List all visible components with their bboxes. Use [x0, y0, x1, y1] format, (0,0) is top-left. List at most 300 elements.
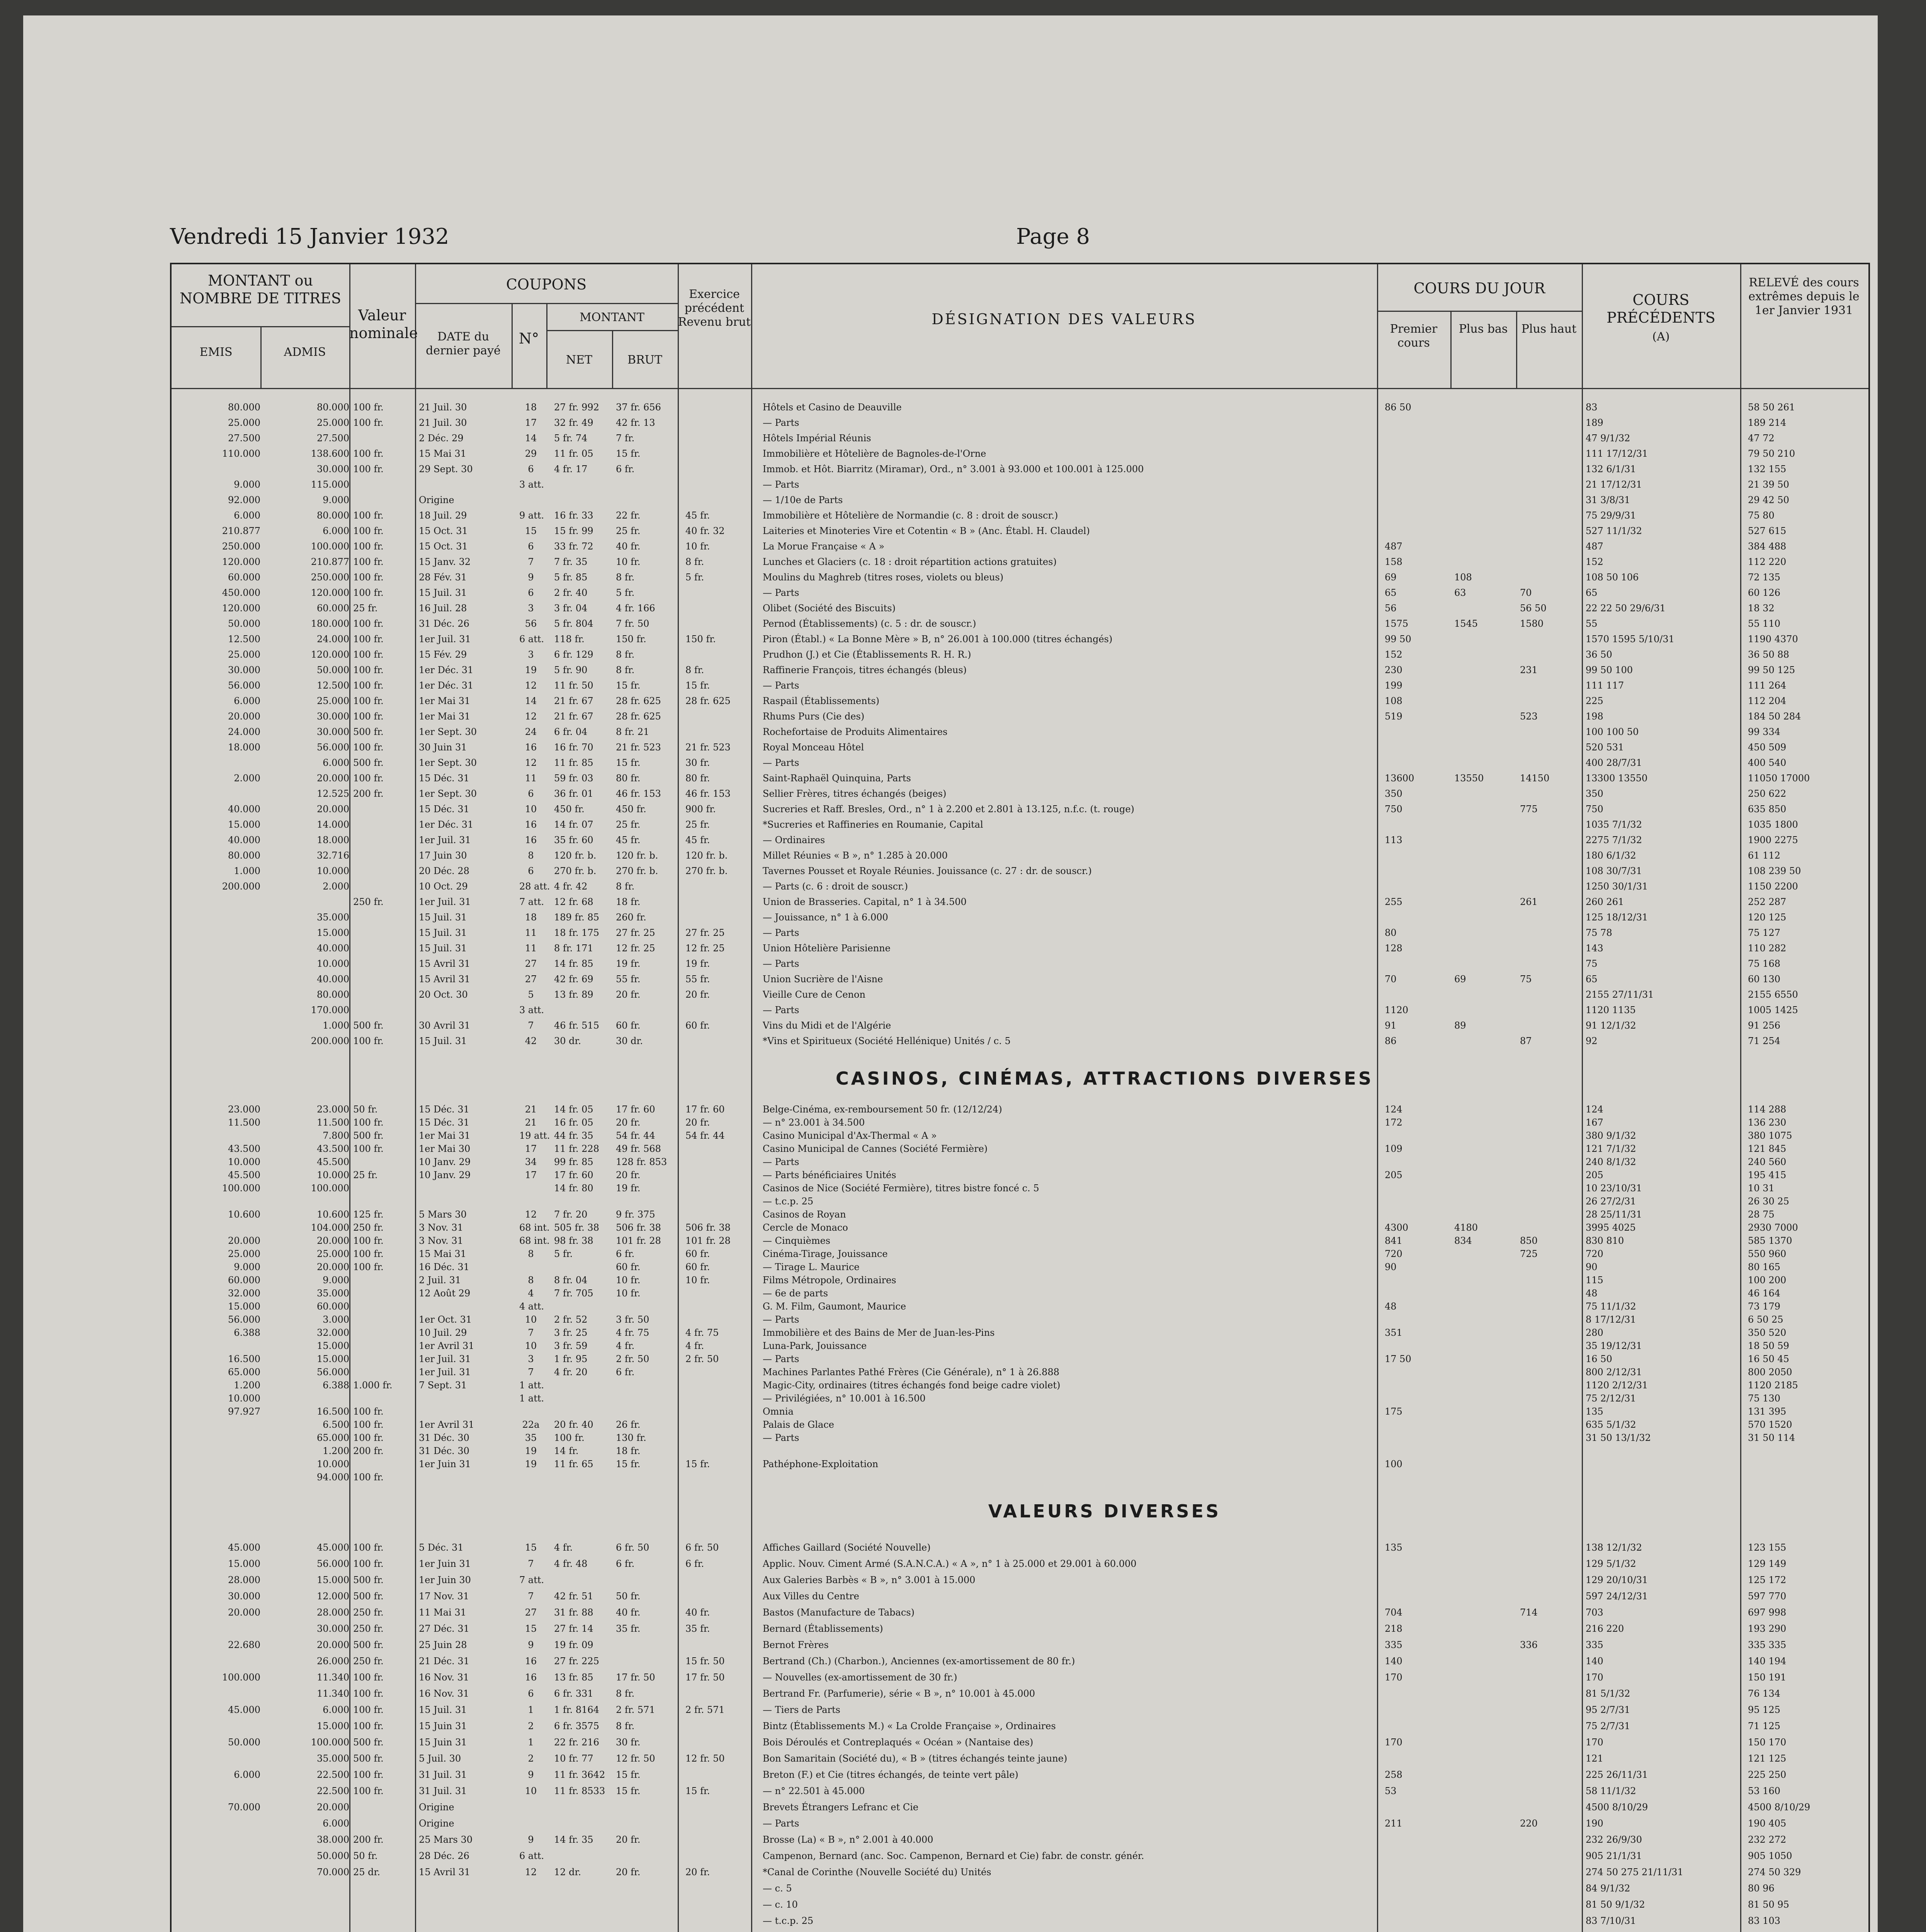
previous-price-cell: 81 5/1/32 [1586, 1688, 1630, 1699]
admis-cell: 15.000 [317, 1354, 349, 1364]
rows-diverses [172, 1539, 1868, 1932]
range-cell: 123 155 [1748, 1542, 1787, 1553]
coupon-number-cell: 22a [522, 1419, 540, 1430]
previous-price-cell: 135 [1586, 1406, 1603, 1417]
coupon-date-cell: 31 Déc. 30 [419, 1432, 469, 1443]
coupon-number-cell: 16 [525, 835, 537, 845]
admis-cell: 6.000 [323, 757, 349, 768]
table-row [172, 1274, 1868, 1287]
coupon-number-cell: 9 [528, 1769, 534, 1780]
admis-cell: 43.500 [317, 1143, 349, 1154]
coupon-brut-cell: 6 fr. 50 [616, 1542, 649, 1553]
coupon-number-cell: 10 [525, 1340, 537, 1351]
high-price-cell: 1580 [1520, 618, 1544, 629]
coupon-brut-cell: 8 fr. [616, 649, 635, 660]
admis-cell: 35.000 [317, 912, 349, 923]
designation-cell: Belge-Cinéma, ex-remboursement 50 fr. (12/12/24) [763, 1104, 1002, 1115]
previous-price-cell: 129 20/10/31 [1586, 1575, 1648, 1585]
designation-cell: — Parts bénéficiaires Unités [763, 1170, 896, 1180]
previous-price-cell: 75 78 [1586, 927, 1612, 938]
table-row [172, 1002, 1868, 1018]
previous-price-cell: 124 [1586, 1104, 1603, 1115]
range-cell: 232 272 [1748, 1834, 1787, 1845]
range-cell: 335 335 [1748, 1639, 1787, 1650]
range-cell: 635 850 [1748, 804, 1787, 815]
revenue-cell: 15 fr. 50 [685, 1656, 725, 1667]
coupon-date-cell: 31 Déc. 30 [419, 1446, 469, 1456]
previous-price-cell: 75 2/12/31 [1586, 1393, 1636, 1404]
first-price-cell: 211 [1385, 1818, 1402, 1829]
coupon-net-cell: 59 fr. 03 [554, 773, 593, 784]
range-cell: 71 125 [1748, 1721, 1780, 1731]
range-cell: 570 1520 [1748, 1419, 1792, 1430]
coupon-number-cell: 6 [528, 866, 534, 876]
previous-price-cell: 205 [1586, 1170, 1603, 1180]
coupon-net-cell: 15 fr. 99 [554, 526, 593, 536]
previous-price-cell: 121 7/1/32 [1586, 1143, 1636, 1154]
previous-price-cell: 90 [1586, 1262, 1598, 1272]
range-cell: 16 50 45 [1748, 1354, 1789, 1364]
previous-price-cell: 720 [1586, 1248, 1603, 1259]
designation-cell: — Parts [763, 958, 799, 969]
coupon-net-cell: 42 fr. 69 [554, 974, 593, 985]
coupon-date-cell: 1er Sept. 30 [419, 757, 477, 768]
previous-price-cell: 274 50 275 21/11/31 [1586, 1867, 1683, 1878]
designation-cell: Vins du Midi et de l'Algérie [763, 1020, 891, 1031]
range-cell: 121 845 [1748, 1143, 1787, 1154]
admis-cell: 40.000 [317, 943, 349, 954]
coupon-number-cell: 21 [525, 1104, 537, 1115]
previous-price-cell [1586, 1929, 1740, 1932]
coupon-date-cell: 21 Juil. 30 [419, 402, 467, 413]
range-cell: 2930 7000 [1748, 1222, 1798, 1233]
admis-cell: 200.000 [311, 1036, 349, 1046]
previous-price-cell: 83 7/10/31 [1586, 1915, 1636, 1926]
coupon-number-cell: 11 [525, 943, 537, 954]
coupon-number-cell: 12 [525, 757, 537, 768]
coupon-number-cell: 12 [525, 711, 537, 722]
range-cell: 195 415 [1748, 1170, 1787, 1180]
coupon-number-cell: 15 [525, 1542, 537, 1553]
table-row [172, 879, 1868, 894]
coupon-date-cell: 7 Sept. 31 [419, 1380, 467, 1391]
revenue-cell: 17 fr. 50 [685, 1672, 725, 1683]
coupon-date-cell: 31 Juil. 31 [419, 1786, 467, 1796]
first-price-cell: 108 [1385, 696, 1402, 706]
first-price-cell: 172 [1385, 1117, 1402, 1128]
table-row [172, 1896, 1868, 1913]
coupon-brut-cell: 4 fr. 166 [616, 603, 655, 614]
designation-cell: Pathéphone-Exploitation [763, 1459, 879, 1469]
range-cell: 905 1050 [1748, 1850, 1792, 1861]
previous-price-cell: 400 28/7/31 [1586, 757, 1642, 768]
previous-price-cell: 83 [1586, 402, 1598, 413]
table-row [172, 1287, 1868, 1300]
designation-cell: Bertrand Fr. (Parfumerie), série « B », n° 10.001 à 45.000 [763, 1688, 1035, 1699]
range-cell: 129 149 [1748, 1558, 1787, 1569]
coupon-date-cell: 15 Déc. 31 [419, 804, 469, 815]
coupon-number-cell: 6 [528, 587, 534, 598]
coupon-net-cell: 30 dr. [554, 1036, 581, 1046]
coupon-net-cell: 16 fr. 33 [554, 510, 593, 521]
admis-cell: 210.877 [311, 556, 349, 567]
admis-cell: 11.340 [317, 1688, 349, 1699]
previous-price-cell: 1120 1135 [1586, 1005, 1636, 1015]
coupon-date-cell: 1er Juil. 31 [419, 896, 471, 907]
nominal-cell: 500 fr. [353, 726, 384, 737]
coupon-brut-cell: 101 fr. 28 [616, 1235, 661, 1246]
designation-cell: — t.c.p. 25 [763, 1915, 814, 1926]
range-cell: 240 560 [1748, 1156, 1787, 1167]
coupon-date-cell: 17 Nov. 31 [419, 1591, 469, 1602]
previous-price-cell: 635 5/1/32 [1586, 1419, 1636, 1430]
admis-cell: 15.000 [317, 1340, 349, 1351]
revenue-cell: 150 fr. [685, 634, 716, 645]
coupon-net-cell: 4 fr. 20 [554, 1367, 588, 1378]
coupon-date-cell: 1er Juil. 31 [419, 634, 471, 645]
designation-cell: Immob. et Hôt. Biarritz (Miramar), Ord., n° 3.001 à 93.000 et 100.001 à 125.000 [763, 464, 1144, 474]
admis-cell: 7.800 [323, 1130, 349, 1141]
first-price-cell: 124 [1385, 1104, 1402, 1115]
designation-cell: Breton (F.) et Cie (titres échangés, de teinte vert pâle) [763, 1769, 1018, 1780]
table-row [172, 1444, 1868, 1458]
range-cell: 2155 6550 [1748, 989, 1798, 1000]
emis-cell: 30.000 [228, 665, 260, 675]
revenue-cell: 40 fr. [685, 1607, 710, 1618]
admis-cell: 94.000 [317, 1472, 349, 1483]
emis-cell: 45.000 [228, 1542, 260, 1553]
admis-cell: 70.000 [317, 1867, 349, 1878]
coupon-number-cell: 24 [525, 726, 537, 737]
emis-cell: 22.680 [228, 1639, 260, 1650]
previous-price-cell: 121 [1586, 1753, 1603, 1764]
coupon-date-cell: 30 Avril 31 [419, 1020, 471, 1031]
designation-cell: — c. 5 [763, 1883, 792, 1894]
first-price-cell: 86 [1385, 1036, 1397, 1046]
designation-cell: Bintz (Établissements M.) « La Crolde Française », Ordinaires [763, 1721, 1056, 1731]
high-price-cell: 70 [1520, 587, 1532, 598]
coupon-date-cell: 10 Janv. 29 [419, 1156, 471, 1167]
coupon-brut-cell: 19 fr. [616, 1183, 641, 1194]
coupon-net-cell: 21 fr. 67 [554, 696, 593, 706]
table-row [172, 1458, 1868, 1471]
first-price-cell: 230 [1385, 665, 1402, 675]
admis-cell: 32.716 [317, 850, 349, 861]
previous-price-cell: 216 220 [1586, 1623, 1624, 1634]
admis-cell: 1.200 [323, 1446, 349, 1456]
coupon-date-cell: 15 Oct. 31 [419, 541, 468, 552]
emis-cell: 28.000 [228, 1575, 260, 1585]
coupon-net-cell: 4 fr. [554, 1542, 573, 1553]
emis-cell: 250.000 [222, 541, 260, 552]
coupon-number-cell: 19 att. [519, 1130, 550, 1141]
coupon-brut-cell: 45 fr. [616, 835, 641, 845]
coupon-date-cell: 1er Juin 31 [419, 1459, 471, 1469]
first-price-cell: 1120 [1385, 1005, 1409, 1015]
table-row [172, 1103, 1868, 1116]
coupon-net-cell: 450 fr. [554, 804, 585, 815]
coupon-net-cell: 8 fr. 171 [554, 943, 593, 954]
coupon-date-cell: 15 Juil. 31 [419, 587, 467, 598]
range-cell: 1150 2200 [1748, 881, 1798, 892]
revenue-cell: 4 fr. [685, 1340, 704, 1351]
low-price-cell: 89 [1454, 1020, 1466, 1031]
table-row [172, 1142, 1868, 1155]
nominal-cell: 100 fr. [353, 402, 384, 413]
table-row [172, 817, 1868, 832]
coupon-brut-cell: 7 fr. [616, 433, 635, 444]
admis-cell: 18.000 [317, 835, 349, 845]
table-row [172, 1018, 1868, 1033]
first-price-cell: 152 [1385, 649, 1402, 660]
coupon-number-cell: 9 [528, 1834, 534, 1845]
high-price-cell: 75 [1520, 974, 1532, 985]
coupon-number-cell: 3 [528, 1354, 534, 1364]
admis-cell: 12.525 [317, 788, 349, 799]
emis-cell: 23.000 [228, 1104, 260, 1115]
range-cell [1748, 1929, 1868, 1932]
table-row [172, 446, 1868, 461]
previous-price-cell: 48 [1586, 1288, 1598, 1299]
revenue-cell: 40 fr. 32 [685, 526, 725, 536]
table-row [172, 1734, 1868, 1750]
coupon-date-cell: 5 Mars 30 [419, 1209, 467, 1220]
coupon-net-cell: 11 fr. 228 [554, 1143, 599, 1154]
range-cell: 112 204 [1748, 696, 1787, 706]
table-row [172, 508, 1868, 523]
coupon-brut-cell: 27 fr. 25 [616, 927, 655, 938]
designation-cell: Tavernes Pousset et Royale Réunies. Jouissance (c. 27 : dr. de souscr.) [763, 866, 1092, 876]
previous-price-cell: 1570 1595 5/10/31 [1586, 634, 1674, 645]
designation-cell: — Ordinaires [763, 835, 825, 845]
coupon-number-cell: 6 [528, 788, 534, 799]
designation-cell: Bois Déroulés et Contreplaqués « Océan » (Nantaise des) [763, 1737, 1034, 1748]
coupon-net-cell: 11 fr. 05 [554, 448, 593, 459]
first-price-cell: 335 [1385, 1639, 1402, 1650]
coupon-net-cell: 14 fr. 35 [554, 1834, 593, 1845]
nominal-cell: 100 fr. [353, 1117, 384, 1128]
emis-cell: 1.200 [234, 1380, 260, 1391]
high-price-cell: 231 [1520, 665, 1538, 675]
range-cell: 697 998 [1748, 1607, 1787, 1618]
range-cell: 47 72 [1748, 433, 1775, 444]
table-row [172, 1366, 1868, 1379]
admis-cell: 9.000 [323, 495, 349, 505]
coupon-date-cell: Origine [419, 1802, 454, 1813]
designation-cell: — Parts [763, 1432, 799, 1443]
previous-price-cell: 703 [1586, 1607, 1603, 1618]
coupon-net-cell: 1 fr. 8164 [554, 1704, 599, 1715]
table-row [172, 415, 1868, 430]
table-row [172, 894, 1868, 910]
table-row [172, 570, 1868, 585]
admis-cell: 45.500 [317, 1156, 349, 1167]
nominal-cell: 250 fr. [353, 1222, 384, 1233]
emis-cell: 92.000 [228, 495, 260, 505]
range-cell: 136 230 [1748, 1117, 1787, 1128]
table-row [172, 1913, 1868, 1929]
header-releve: RELEVÉ des cours extrêmes depuis le 1er Janvier 1931 [1748, 276, 1860, 317]
table-row [172, 492, 1868, 508]
coupon-brut-cell: 4 fr. [616, 1340, 635, 1351]
coupon-brut-cell: 26 fr. [616, 1419, 641, 1430]
admis-cell: 26.000 [317, 1656, 349, 1667]
coupon-date-cell: 3 Nov. 31 [419, 1235, 463, 1246]
coupon-net-cell: 14 fr. 85 [554, 958, 593, 969]
revenue-cell: 20 fr. [685, 989, 710, 1000]
coupon-number-cell: 9 [528, 1639, 534, 1650]
table-row [172, 616, 1868, 631]
high-price-cell: 775 [1520, 804, 1538, 815]
previous-price-cell: 31 3/8/31 [1586, 495, 1630, 505]
coupon-number-cell: 68 int. [519, 1222, 550, 1233]
revenue-cell: 19 fr. [685, 958, 710, 969]
admis-cell: 120.000 [311, 587, 349, 598]
coupon-net-cell: 4 fr. 42 [554, 881, 588, 892]
previous-price-cell: 1120 2/12/31 [1586, 1380, 1648, 1391]
designation-cell: Hôtels Impérial Réunis [763, 433, 871, 444]
coupon-brut-cell: 150 fr. [616, 634, 646, 645]
designation-cell: Films Métropole, Ordinaires [763, 1275, 896, 1286]
table-row [172, 1556, 1868, 1572]
coupon-date-cell: Origine [419, 495, 454, 505]
nominal-cell: 100 fr. [353, 742, 384, 753]
coupon-brut-cell: 54 fr. 44 [616, 1130, 655, 1141]
nominal-cell: 25 fr. [353, 603, 378, 614]
coupon-brut-cell: 8 fr. 21 [616, 726, 649, 737]
admis-cell: 30.000 [317, 726, 349, 737]
coupon-date-cell: 15 Avril 31 [419, 958, 471, 969]
coupon-brut-cell: 49 fr. 568 [616, 1143, 661, 1154]
previous-price-cell: 75 [1586, 958, 1598, 969]
table-row [172, 956, 1868, 971]
coupon-date-cell: 15 Fév. 29 [419, 649, 467, 660]
admis-cell: 120.000 [311, 649, 349, 660]
emis-cell: 2.000 [234, 773, 260, 784]
designation-cell: Bon Samaritain (Société du), « B » (titres échangés teinte jaune) [763, 1753, 1068, 1764]
first-price-cell: 65 [1385, 587, 1397, 598]
nominal-cell: 100 fr. [353, 1262, 384, 1272]
coupon-brut-cell: 28 fr. 625 [616, 711, 661, 722]
table-row [172, 1832, 1868, 1848]
coupon-date-cell: 15 Déc. 31 [419, 773, 469, 784]
table-row [172, 740, 1868, 755]
previous-price-cell: 21 17/12/31 [1586, 479, 1642, 490]
coupon-net-cell: 4 fr. 17 [554, 464, 588, 474]
coupon-number-cell: 12 [525, 1867, 537, 1878]
admis-cell: 250.000 [311, 572, 349, 583]
previous-price-cell: 111 17/12/31 [1586, 448, 1648, 459]
nominal-cell: 100 fr. [353, 572, 384, 583]
nominal-cell: 100 fr. [353, 1406, 384, 1417]
table-row [172, 430, 1868, 446]
coupon-net-cell: 35 fr. 60 [554, 835, 593, 845]
range-cell: 81 50 95 [1748, 1899, 1789, 1910]
first-price-cell: 70 [1385, 974, 1397, 985]
coupon-number-cell: 3 [528, 603, 534, 614]
previous-price-cell: 28 25/11/31 [1586, 1209, 1642, 1220]
range-cell: 73 179 [1748, 1301, 1780, 1312]
table-row [172, 1767, 1868, 1783]
coupon-date-cell: 2 Déc. 29 [419, 433, 464, 444]
range-cell: 26 30 25 [1748, 1196, 1789, 1207]
low-price-cell: 63 [1454, 587, 1466, 598]
designation-cell: Omnia [763, 1406, 794, 1417]
coupon-brut-cell: 15 fr. [616, 1769, 641, 1780]
table-row [172, 755, 1868, 770]
designation-cell: — Parts [763, 1354, 799, 1364]
range-cell: 95 125 [1748, 1704, 1780, 1715]
admis-cell: 23.000 [317, 1104, 349, 1115]
designation-cell: *Sucreries et Raffineries en Roumanie, Capital [763, 819, 983, 830]
revenue-cell: 12 fr. 50 [685, 1753, 725, 1764]
revenue-cell: 6 fr. 50 [685, 1542, 719, 1553]
previous-price-cell: 225 26/11/31 [1586, 1769, 1648, 1780]
table-row [172, 1155, 1868, 1168]
coupon-net-cell: 6 fr. 3575 [554, 1721, 599, 1731]
range-cell: 76 134 [1748, 1688, 1780, 1699]
designation-cell: Lunches et Glaciers (c. 18 : droit répartition actions gratuites) [763, 556, 1057, 567]
emis-cell: 80.000 [228, 850, 260, 861]
admis-cell: 80.000 [317, 510, 349, 521]
emis-cell: 16.500 [228, 1354, 260, 1364]
table-row [172, 1604, 1868, 1621]
admis-cell: 11.340 [317, 1672, 349, 1683]
revenue-cell: 101 fr. 28 [685, 1235, 731, 1246]
range-cell: 60 130 [1748, 974, 1780, 985]
coupon-number-cell: 1 att. [519, 1380, 544, 1391]
coupon-net-cell: 6 fr. 331 [554, 1688, 593, 1699]
previous-price-cell: 830 810 [1586, 1235, 1624, 1246]
designation-cell: Prudhon (J.) et Cie (Établissements R. H. R.) [763, 649, 971, 660]
revenue-cell: 900 fr. [685, 804, 716, 815]
designation-cell: — Parts [763, 1314, 799, 1325]
coupon-date-cell: 10 Janv. 29 [419, 1170, 471, 1180]
admis-cell: 80.000 [317, 402, 349, 413]
coupon-date-cell: 15 Janv. 32 [419, 556, 471, 567]
range-cell: 58 50 261 [1748, 402, 1795, 413]
range-cell: 1900 2275 [1748, 835, 1798, 845]
coupon-date-cell: 2 Juil. 31 [419, 1275, 461, 1286]
emis-cell [172, 1929, 260, 1932]
table-row [172, 1313, 1868, 1326]
coupon-date-cell: 1er Déc. 31 [419, 680, 474, 691]
previous-price-cell: 31 50 13/1/32 [1586, 1432, 1651, 1443]
page-number: Page 8 [1016, 224, 1090, 249]
coupon-date-cell: 10 Oct. 29 [419, 881, 468, 892]
first-price-cell: 69 [1385, 572, 1397, 583]
revenue-cell: 21 fr. 523 [685, 742, 731, 753]
coupon-number-cell: 2 [528, 1721, 534, 1731]
nominal-cell: 50 fr. [353, 1850, 378, 1861]
coupon-number-cell: 14 [525, 433, 537, 444]
designation-cell: Casinos de Nice (Société Fermière), titres bistre foncé c. 5 [763, 1183, 1039, 1194]
admis-cell: 12.500 [317, 680, 349, 691]
admis-cell: 2.000 [323, 881, 349, 892]
revenue-cell: 17 fr. 60 [685, 1104, 725, 1115]
table-row [172, 1116, 1868, 1129]
range-cell: 75 127 [1748, 927, 1780, 938]
admis-cell: 25.000 [317, 1248, 349, 1259]
range-cell: 114 288 [1748, 1104, 1787, 1115]
nominal-cell: 100 fr. [353, 556, 384, 567]
table-row [172, 1418, 1868, 1431]
range-cell: 46 164 [1748, 1288, 1780, 1299]
nominal-cell: 100 fr. [353, 1235, 384, 1246]
range-cell: 121 125 [1748, 1753, 1787, 1764]
previous-price-cell: 1250 30/1/31 [1586, 881, 1648, 892]
coupon-brut-cell: 6 fr. [616, 1558, 635, 1569]
